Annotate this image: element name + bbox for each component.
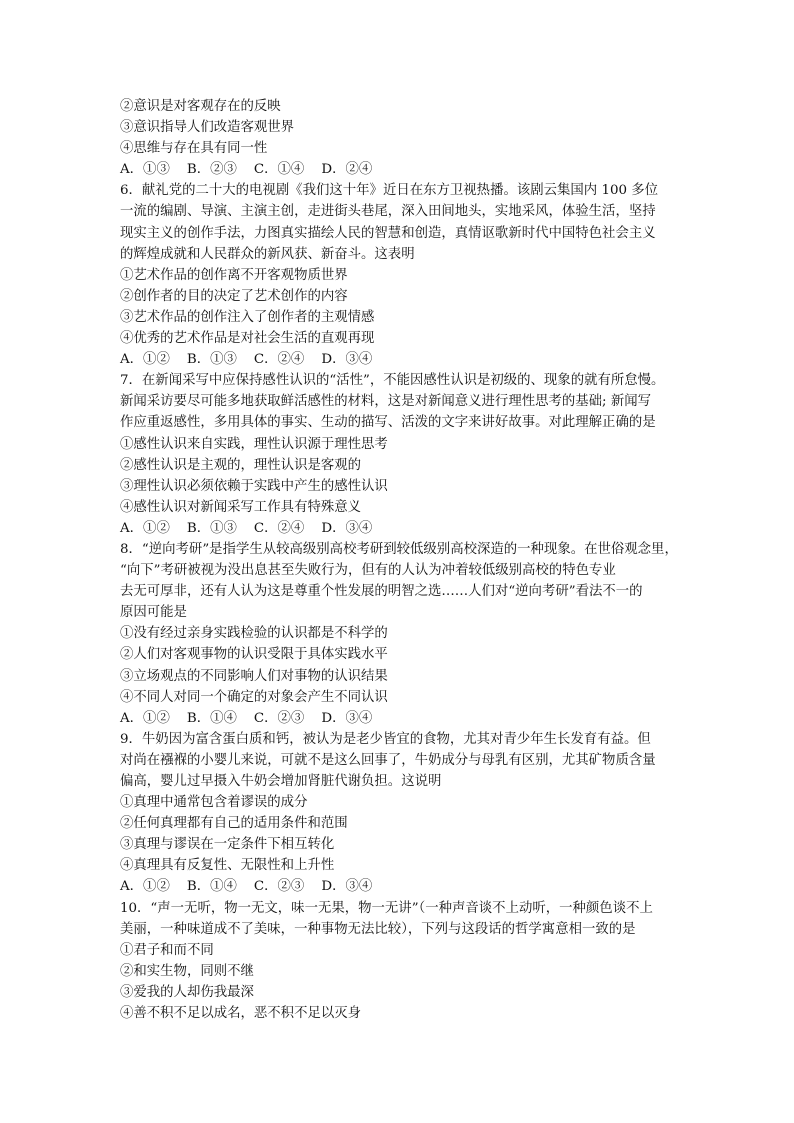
- question-8: [120, 539, 680, 729]
- question-stem-line: 现实主义的创作手法，力图真实描绘人民的智慧和创造，真情讴歌新时代中国特色社会主义: [120, 225, 656, 241]
- question-stem-line: 6．献礼党的二十大的电视剧《我们这十年》近日在东方卫视热播。该剧云集国内 100 多位: [120, 183, 659, 199]
- option-line: ③意识指导人们改造客观世界: [120, 120, 295, 136]
- option-line: ③真理与谬误在一定条件下相互转化: [120, 837, 335, 853]
- option-line: ④善不积不足以成名，恶不积不足以灭身: [120, 1006, 362, 1022]
- question-stem-line: 原因可能是: [120, 605, 187, 621]
- option-line: ③立场观点的不同影响人们对事物的认识结果: [120, 668, 388, 684]
- answer-choices: A．①② B．①③ C．②④ D．③④: [120, 352, 373, 368]
- question-stem-line: 10．“声一无听，物一无文，味一无果，物一无讲”（一种声音谈不上动听，一种颜色谈不上: [120, 900, 653, 916]
- answer-choices: A．①② B．①③ C．②④ D．③④: [120, 520, 373, 536]
- option-line: ④思维与存在具有同一性: [120, 141, 268, 157]
- question-6: [120, 180, 680, 370]
- question-stem-line: 新闻采访要尽可能多地获取鲜活感性的材料，这是对新闻意义进行理性思考的基础; 新闻写: [120, 394, 651, 410]
- option-line: ①没有经过亲身实践检验的认识都是不科学的: [120, 626, 388, 642]
- option-line: ①感性认识来自实践，理性认识源于理性思考: [120, 436, 388, 452]
- option-line: ②和实生物，同则不继: [120, 963, 254, 979]
- option-line: ②任何真理都有自己的适用条件和范围: [120, 816, 348, 832]
- question-stem-line: 对尚在襁褓的小婴儿来说，可就不是这么回事了，牛奶成分与母乳有区别，尤其矿物质含量: [120, 752, 656, 768]
- option-line: ④真理具有反复性、无限性和上升性: [120, 858, 335, 874]
- answer-choices: A．①② B．①④ C．②③ D．③④: [120, 879, 373, 895]
- option-line: ③艺术作品的创作注入了创作者的主观情感: [120, 309, 375, 325]
- option-line: ②意识是对客观存在的反映: [120, 99, 281, 114]
- option-line: ③爱我的人却伤我最深: [120, 984, 254, 1000]
- question-10: [120, 898, 680, 1025]
- question-stem-line: 去无可厚非，还有人认为这是尊重个性发展的明智之选……人们对“逆向考研”看法不一的: [120, 584, 643, 600]
- question-stem-line: 作应重返感性，多用具体的事实、生动的描写、活泼的文字来讲好故事。对此理解正确的是: [120, 415, 656, 431]
- question-stem-line: 8．“逆向考研”是指学生从较高级别高校考研到较低级别高校深造的一种现象。在世俗观念里，: [120, 541, 678, 557]
- exam-page: [120, 96, 680, 1024]
- question-stem-line: 偏高，婴儿过早摄入牛奶会增加肾脏代谢负担。这说明: [120, 774, 442, 789]
- option-line: ①艺术作品的创作离不开客观物质世界: [120, 267, 348, 283]
- option-line: ①真理中通常包含着谬误的成分: [120, 795, 308, 811]
- option-line: ①君子和而不同: [120, 942, 214, 958]
- option-line: ②人们对客观事物的认识受限于具体实践水平: [120, 647, 388, 663]
- option-line: ②感性认识是主观的，理性认识是客观的: [120, 457, 362, 473]
- question-9: [120, 729, 680, 898]
- option-line: ③理性认识必须依赖于实践中产生的感性认识: [120, 478, 388, 494]
- option-line: ②创作者的目的决定了艺术创作的内容: [120, 288, 348, 304]
- question-stem-line: 9．牛奶因为富含蛋白质和钙，被认为是老少皆宜的食物，尤其对青少年生长发育有益。但: [120, 731, 651, 747]
- option-line: ④感性认识对新闻采写工作具有特殊意义: [120, 499, 362, 515]
- question-stem-line: 一流的编剧、导演、主演主创，走进街头巷尾，深入田间地头，实地采风，体验生活，坚持: [120, 204, 656, 220]
- question-stem-line: “向下”考研被视为没出息甚至失败行为，但有的人认为冲着较低级别高校的特色专业: [120, 563, 616, 579]
- option-line: ④不同人对同一个确定的对象会产生不同认识: [120, 689, 388, 705]
- answer-choices: A．①③ B．②③ C．①④ D．②④: [120, 162, 373, 178]
- question-7: [120, 370, 680, 539]
- option-line: ④优秀的艺术作品是对社会生活的直观再现: [120, 331, 375, 347]
- answer-choices: A．①② B．①④ C．②③ D．③④: [120, 710, 373, 726]
- question-stem-line: 7．在新闻采写中应保持感性认识的“活性”，不能因感性认识是初级的、现象的就有所怠慢。: [120, 373, 665, 389]
- question-stem-line: 的辉煌成就和人民群众的新风获、新奋斗。这表明: [120, 246, 415, 262]
- question-stem-line: 美丽，一种味道成不了美味，一种事物无法比较），下列与这段话的哲学寓意相一致的是: [120, 921, 636, 937]
